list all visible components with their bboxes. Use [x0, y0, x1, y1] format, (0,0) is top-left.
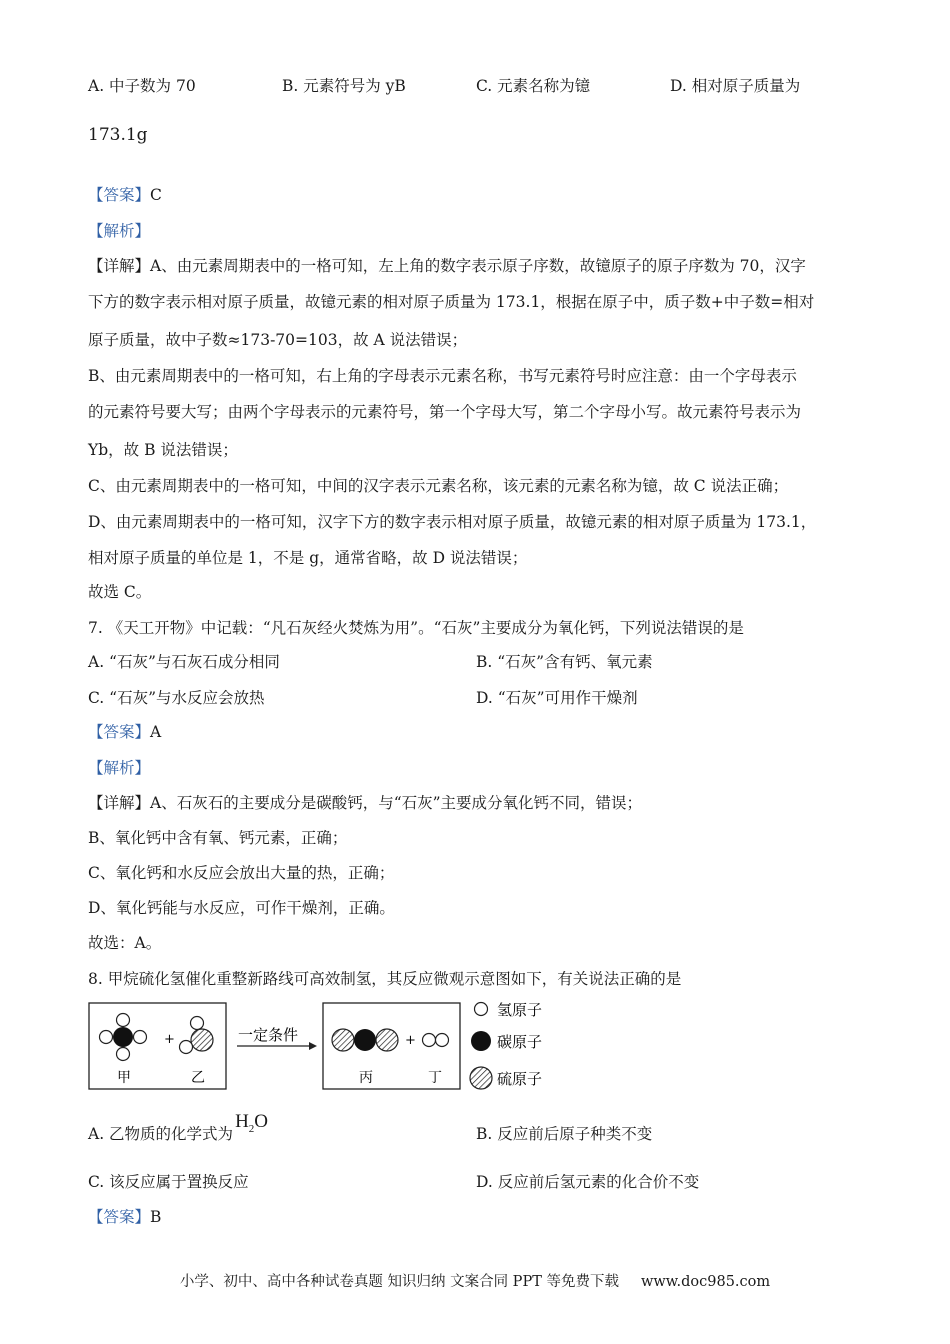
legend-carbon-icon	[471, 1031, 491, 1051]
q6-option-b: B. 元素符号为 yB	[282, 77, 406, 95]
q6-detail-line: C、由元素周期表中的一格可知，中间的汉字表示元素名称，该元素的元素名称为镱，故 C 说法正确；	[88, 477, 789, 495]
detail-tag: 【详解】	[88, 257, 151, 275]
page-footer	[0, 1270, 950, 1291]
legend-carbon-label: 碳原子	[497, 1033, 543, 1051]
q7-detail-line: D、氧化钙能与水反应，可作干燥剂，正确。	[88, 899, 395, 917]
q7-option-a: A. “石灰”与石灰石成分相同	[88, 653, 280, 671]
hydrogen-atom	[436, 1034, 449, 1047]
q7-option-c: C. “石灰”与水反应会放热	[88, 689, 265, 707]
sulfur-atom	[332, 1029, 354, 1051]
answer-tag: 【答案】	[88, 186, 151, 204]
q7-detail-line: 故选：A。	[88, 934, 162, 952]
q6-detail-line: D、由元素周期表中的一格可知，汉字下方的数字表示相对原子质量，故镱元素的相对原子质量为 173.1，	[88, 513, 817, 531]
formula-h2o	[235, 1111, 269, 1135]
plus-sign: +	[164, 1032, 175, 1047]
hydrogen-atom	[423, 1034, 436, 1047]
q8-stem: 8. 甲烷硫化氢催化重整新路线可高效制氢，其反应微观示意图如下，有关说法正确的是	[88, 970, 682, 988]
q6-detail-line: 故选 C。	[88, 583, 152, 601]
answer-value: A	[150, 723, 162, 741]
q6-detail-line: 下方的数字表示相对原子质量，故镱元素的相对原子质量为 173.1，根据在原子中，质子数+中子数=相对	[88, 293, 815, 311]
q6-option-d: D. 相对原子质量为	[670, 77, 801, 95]
sulfur-atom	[191, 1029, 213, 1051]
q7-analysis-tag: 【解析】	[88, 759, 151, 777]
detail-text: A、石灰石的主要成分是碳酸钙，与“石灰”主要成分氧化钙不同，错误；	[150, 794, 643, 812]
hydrogen-atom	[100, 1031, 113, 1044]
legend-sulfur-label: 硫原子	[497, 1070, 543, 1088]
q6-option-d-cont: 173.1g	[88, 125, 148, 145]
q6-option-c: C. 元素名称为镱	[476, 77, 591, 95]
label-jia: 甲	[117, 1070, 131, 1086]
q6-analysis-tag: 【解析】	[88, 222, 151, 240]
q6-detail-line: B、由元素周期表中的一格可知，右上角的字母表示元素名称，书写元素符号时应注意：由一个字母表示	[88, 367, 797, 385]
answer-value: C	[150, 186, 162, 204]
formula-sub: 2	[248, 1122, 255, 1135]
legend-hydrogen-icon	[475, 1003, 488, 1016]
legend-sulfur-icon	[470, 1067, 492, 1089]
label-ding: 丁	[428, 1070, 442, 1086]
label-yi: 乙	[191, 1070, 205, 1086]
q6-detail-line: Yb，故 B 说法错误；	[88, 441, 238, 459]
q7-stem: 7. 《天工开物》中记载：“凡石灰经火焚炼为用”。“石灰”主要成分为氧化钙，下列说法错误的是	[88, 619, 744, 637]
formula-h: H	[235, 1111, 249, 1132]
hydrogen-atom	[180, 1041, 193, 1054]
plus-sign: +	[405, 1033, 416, 1048]
q6-detail-line: 相对原子质量的单位是 1，不是 g，通常省略，故 D 说法错误；	[88, 549, 528, 567]
q8-answer	[88, 1207, 161, 1227]
hydrogen-atom	[117, 1014, 130, 1027]
condition-label: 一定条件	[238, 1026, 299, 1044]
option-a-text: A. 乙物质的化学式为	[88, 1125, 234, 1143]
footer-text: 小学、初中、高中各种试卷真题 知识归纳 文案合同 PPT 等免费下载	[179, 1274, 619, 1290]
q7-detail-line: C、氧化钙和水反应会放出大量的热，正确；	[88, 864, 395, 882]
q6-detail-line: 原子质量，故中子数≈173-70=103，故 A 说法错误；	[88, 331, 468, 349]
hydrogen-atom	[191, 1017, 204, 1030]
legend-hydrogen-label: 氢原子	[497, 1001, 543, 1019]
q8-option-c: C. 该反应属于置换反应	[88, 1173, 249, 1191]
answer-value: B	[150, 1208, 162, 1226]
carbon-atom	[113, 1027, 133, 1047]
hydrogen-atom	[134, 1031, 147, 1044]
arrow-head	[309, 1042, 317, 1050]
carbon-atom	[354, 1029, 376, 1051]
q7-option-d: D. “石灰”可用作干燥剂	[476, 689, 638, 707]
detail-tag: 【详解】	[88, 794, 151, 812]
detail-text: A、由元素周期表中的一格可知，左上角的数字表示原子序数，故镱原子的原子序数为 70，汉字	[150, 257, 806, 275]
label-bing: 丙	[359, 1070, 373, 1086]
q6-option-a: A. 中子数为 70	[88, 77, 196, 95]
q8-option-b: B. 反应前后原子种类不变	[476, 1125, 653, 1143]
q8-option-d: D. 反应前后氢元素的化合价不变	[476, 1173, 700, 1191]
formula-o: O	[254, 1111, 269, 1132]
sulfur-atom	[376, 1029, 398, 1051]
footer-site-link[interactable]: www.doc985.com	[640, 1274, 771, 1290]
q6-detail-line: 的元素符号要大写；由两个字母表示的元素符号，第一个字母大写，第二个字母小写。故元素符号表示为	[88, 403, 802, 421]
q8-option-a	[88, 1111, 269, 1151]
q7-option-b: B. “石灰”含有钙、氧元素	[476, 653, 653, 671]
q7-detail-line: B、氧化钙中含有氧、钙元素，正确；	[88, 829, 348, 847]
answer-tag: 【答案】	[88, 1208, 151, 1226]
hydrogen-atom	[117, 1048, 130, 1061]
answer-tag: 【答案】	[88, 723, 151, 741]
